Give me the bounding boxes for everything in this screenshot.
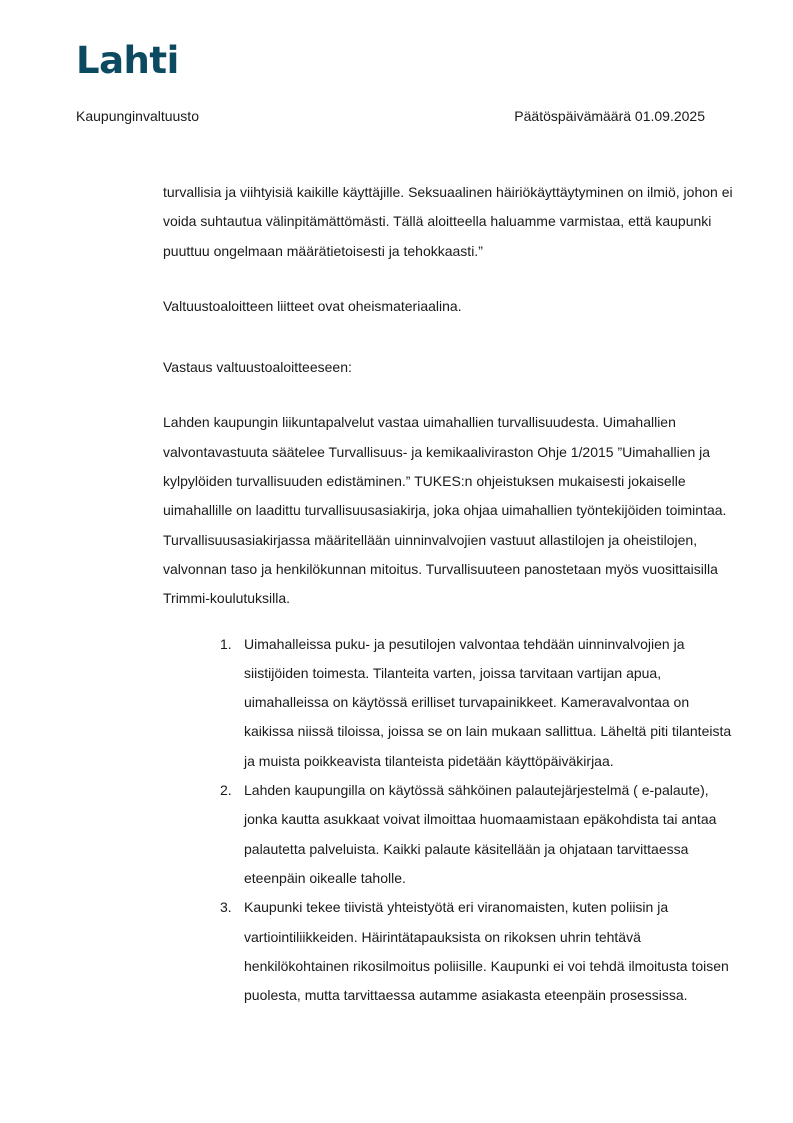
- measures-list: [163, 630, 733, 1011]
- list-item-number: 1.: [220, 635, 232, 652]
- attachments-note: Valtuustoaloitteen liitteet ovat oheismateriaalina.: [163, 297, 462, 314]
- list-item-text: Lahden kaupungilla on käytössä sähköinen palautejärjestelmä ( e-palaute), jonka kautta asukkaat voivat ilmoittaa huomaamistaan epäkohdista tai antaa palautetta palveluista. Kaikki palaute käsitellään ja ohjataan tarvittaessa eteenpäin oikealle taholle.: [244, 782, 717, 886]
- list-item-text: Uimahalleissa puku- ja pesutilojen valvontaa tehdään uinninvalvojien ja siistijöiden toimesta. Tilanteita varten, joissa tarvitaan vartijan apua, uimahalleissa on käytössä erilliset turvapainikkeet. Kameravalvontaa on kaikissa niissä tiloissa, joissa se on lain mukaan sallittua. Läheltä piti tilanteista ja muista poikkeavista tilanteista pidetään käyttöpäiväkirjaa.: [244, 635, 732, 769]
- organization-name: Kaupunginvaltuusto: [76, 108, 199, 124]
- intro-paragraph: turvallisia ja viihtyisiä kaikille käyttäjille. Seksuaalinen häiriökäyttäytyminen on ilmiö, johon ei voida suhtautua välinpitämättömästi. Tällä aloitteella haluamme varmistaa, että kaupunki puuttuu ongelmaan määrätietoisesti ja tehokkaasti.”: [163, 184, 733, 259]
- list-item: [163, 776, 733, 893]
- list-item: [163, 893, 733, 1010]
- list-item-text: Kaupunki tekee tiivistä yhteistyötä eri viranomaisten, kuten poliisin ja vartiointiliikkeiden. Häirintätapauksista on rikoksen uhrin tehtävä henkilökohtainen rikosilmoitus poliisille. Kaupunki ei voi tehdä ilmoitusta toisen puolesta, mutta tarvittaessa autamme asiakasta eteenpäin prosessissa.: [244, 899, 729, 1004]
- list-item-number: 3.: [220, 899, 232, 916]
- response-heading: Vastaus valtuustoaloitteeseen:: [163, 359, 352, 376]
- lahti-logo: Lahti: [76, 39, 179, 82]
- decision-date: Päätöspäivämäärä 01.09.2025: [514, 108, 705, 124]
- list-item: [163, 630, 733, 776]
- response-paragraph: Lahden kaupungin liikuntapalvelut vastaa uimahallien turvallisuudesta. Uimahallien valvontavastuuta säätelee Turvallisuus- ja kemikaaliviraston Ohje 1/2015 ”Uimahallien ja kylpylöiden turvallisuuden edistäminen.” TUKES:n ohjeistuksen mukaisesti jokaiselle uimahallille on laadittu turvallisuusasiakirja, joka ohjaa uimahallien työntekijöiden toimintaa. Turvallisuusasiakirjassa määritellään uinninvalvojien vastuut allastilojen ja oheistilojen, valvonnan taso ja henkilökunnan mitoitus. Turvallisuuteen panostetaan myös vuosittaisilla Trimmi-koulutuksilla.: [163, 414, 727, 607]
- document-body: [163, 178, 733, 1010]
- list-item-number: 2.: [220, 782, 232, 799]
